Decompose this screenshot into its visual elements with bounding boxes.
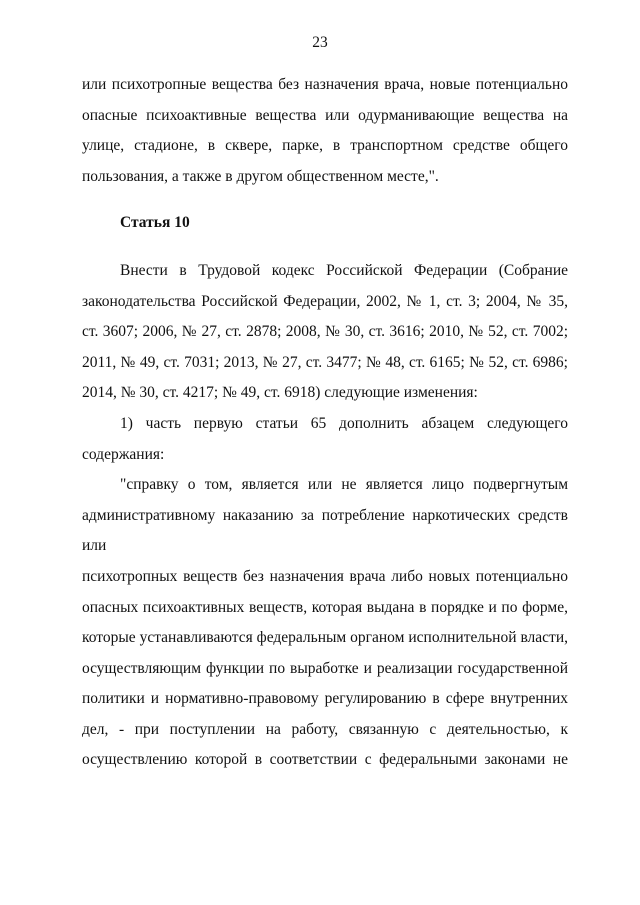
text-line: политики и нормативно-правовому регулированию в сфере внутренних: [82, 690, 568, 708]
text-line: Внести в Трудовой кодекс Российской Федерации (Собрание: [120, 261, 568, 279]
text-line: осуществляющим функции по выработке и реализации государственной: [82, 659, 568, 677]
page-number: 23: [312, 34, 328, 51]
text-line: или психотропные вещества без назначения врача, новые потенциально: [82, 76, 568, 93]
text-line: дел, - при поступлении на работу, связанную с деятельностью, к: [82, 720, 568, 738]
text-line: "справку о том, является или не является лицо подвергнутым: [120, 476, 568, 494]
text-line: психотропных веществ без назначения врача либо новых потенциально: [82, 567, 568, 585]
text-line: пользования, а также в другом общественном месте,".: [82, 167, 439, 185]
text-line: законодательства Российской Федерации, 2002, № 1, ст. 3; 2004, № 35,: [82, 292, 568, 310]
paragraph-quote: [82, 470, 568, 776]
text-line: которые устанавливаются федеральным органом исполнительной власти,: [82, 629, 568, 647]
text-line: опасные психоактивные вещества или одурманивающие вещества на: [82, 106, 568, 124]
article-heading: Статья 10: [120, 214, 190, 232]
text-line: 2011, № 49, ст. 7031; 2013, № 27, ст. 3477; № 48, ст. 6165; № 52, ст. 6986;: [82, 353, 568, 371]
text-line: 1) часть первую статьи 65 дополнить абзацем следующего: [120, 414, 568, 432]
document-body: [82, 70, 568, 776]
paragraph-amendment-intro: [82, 256, 568, 409]
text-line: содержания:: [82, 445, 165, 463]
text-line: улице, стадионе, в сквере, парке, в транспортном средстве общего: [82, 137, 568, 155]
paragraph-continuation: [82, 70, 568, 192]
text-line: ст. 3607; 2006, № 27, ст. 2878; 2008, № 30, ст. 3616; 2010, № 52, ст. 7002;: [82, 323, 568, 341]
text-line: административному наказанию за потребление наркотических средств или: [82, 506, 568, 555]
paragraph-item-1: [82, 409, 568, 470]
text-line: опасных психоактивных веществ, которая выдана в порядке и по форме,: [82, 598, 568, 616]
text-line: 2014, № 30, ст. 4217; № 49, ст. 6918) следующие изменения:: [82, 384, 478, 402]
text-line: осуществлению которой в соответствии с федеральными законами не: [82, 751, 568, 769]
